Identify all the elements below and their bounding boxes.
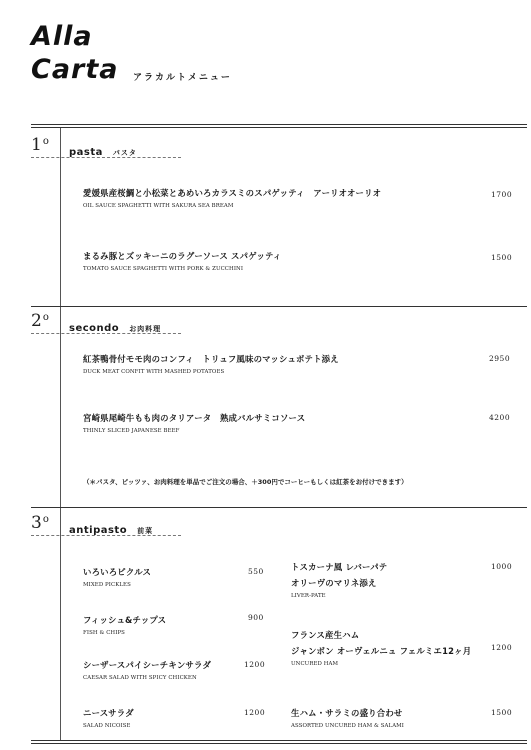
item-name-en: CAESAR SALAD WITH SPICY CHICKEN (83, 675, 197, 681)
section-3-number: 3$^o$ (31, 513, 49, 533)
item-name-jp: ニースサラダ (83, 708, 134, 718)
item-price: 1700 (491, 190, 513, 199)
subtitle: アラカルトメニュー (133, 73, 232, 83)
item-price: 2950 (489, 354, 511, 363)
title-line-2: Carta (31, 54, 119, 85)
menu-item (291, 707, 404, 729)
item-name-jp: 生ハム・サラミの盛り合わせ (291, 708, 403, 718)
item-price: 1200 (244, 708, 266, 717)
item-name-en: THINLY SLICED JAPANESE BEEF (83, 428, 180, 434)
menu-item (83, 187, 381, 209)
section-3-name: antipasto (69, 525, 128, 536)
item-price: 4200 (489, 413, 511, 422)
menu-item (291, 629, 471, 667)
item-name-en: LIVER-PATE (291, 593, 326, 599)
item-price: 1200 (244, 660, 266, 669)
top-rule (31, 124, 527, 125)
item-name-jp: いろいろピクルス (83, 567, 152, 577)
bottom-rule (31, 740, 527, 741)
item-name-jp: フランス産生ハム (291, 630, 360, 640)
menu-item (83, 250, 282, 272)
section-1-number: 1$^o$ (31, 135, 49, 155)
surcharge-note: （＊パスタ、ピッツァ、お肉料理を単品でご注文の場合、＋300円でコーヒーもしくは紅茶をお付けできます） (83, 478, 408, 486)
item-name-jp-line2: ジャンボン オーヴェルニュ フェルミエ12ヶ月 (291, 646, 472, 656)
section-2-name-jp: お肉料理 (129, 325, 162, 333)
title-line-1: Alla (31, 21, 93, 52)
item-name-jp: シーザースパイシーチキンサラダ (83, 660, 212, 670)
section-3-name-jp: 前菜 (137, 527, 154, 535)
section-1-dash (31, 157, 181, 158)
menu-item (83, 707, 134, 729)
item-name-jp: 紅茶鴨骨付モモ肉のコンフィ トリュフ風味のマッシュポテト添え (83, 354, 339, 364)
section-divider (31, 507, 527, 508)
item-name-jp: 宮崎県尾崎牛もも肉のタリアータ 熟成バルサミコソース (83, 413, 306, 423)
item-name-en: ASSORTED UNCURED HAM & SALAMI (291, 723, 405, 729)
item-price: 1500 (491, 253, 513, 262)
section-divider (31, 306, 527, 307)
bottom-rule-2 (31, 743, 527, 744)
item-name-en: FISH & CHIPS (83, 630, 125, 636)
menu-item (83, 566, 151, 588)
item-price: 1000 (491, 562, 513, 571)
left-vertical-rule (60, 128, 61, 740)
item-name-en: OIL SAUCE SPAGHETTI WITH SAKURA SEA BREAM (83, 203, 234, 209)
item-name-en: DUCK MEAT CONFIT WITH MASHED POTATOES (83, 369, 225, 375)
item-name-jp: トスカーナ風 レバーパテ (291, 562, 388, 572)
item-name-en: UNCURED HAM (291, 661, 339, 667)
item-name-en: MIXED PICKLES (83, 582, 131, 588)
item-price: 1200 (491, 643, 513, 652)
menu-item (83, 412, 305, 434)
item-price: 550 (248, 567, 264, 576)
menu-item (83, 353, 339, 375)
item-name-jp: まるみ豚とズッキーニのラグーソース スパゲッティ (83, 251, 282, 261)
section-2-number: 2$^o$ (31, 311, 49, 331)
section-1-name-jp: パスタ (112, 149, 137, 157)
menu-item (83, 659, 211, 681)
section-2-dash (31, 333, 181, 334)
section-2-name: secondo (69, 323, 120, 334)
item-name-en: TOMATO SAUCE SPAGHETTI WITH PORK & ZUCCHINI (83, 266, 244, 272)
section-1-name: pasta (69, 147, 103, 158)
menu-item (83, 614, 166, 636)
item-name-en: SALAD NICOISE (83, 723, 131, 729)
item-price: 1500 (491, 708, 513, 717)
item-name-jp: フィッシュ&チップス (83, 615, 167, 625)
section-3-dash (31, 535, 181, 536)
top-rule-2 (31, 127, 527, 128)
menu-item (291, 561, 387, 599)
item-name-jp: 愛媛県産桜鯛と小松菜とあめいろカラスミのスパゲッティ アーリオオーリオ (83, 188, 382, 198)
item-price: 900 (248, 613, 264, 622)
item-name-jp-line2: オリーヴのマリネ添え (291, 578, 377, 588)
